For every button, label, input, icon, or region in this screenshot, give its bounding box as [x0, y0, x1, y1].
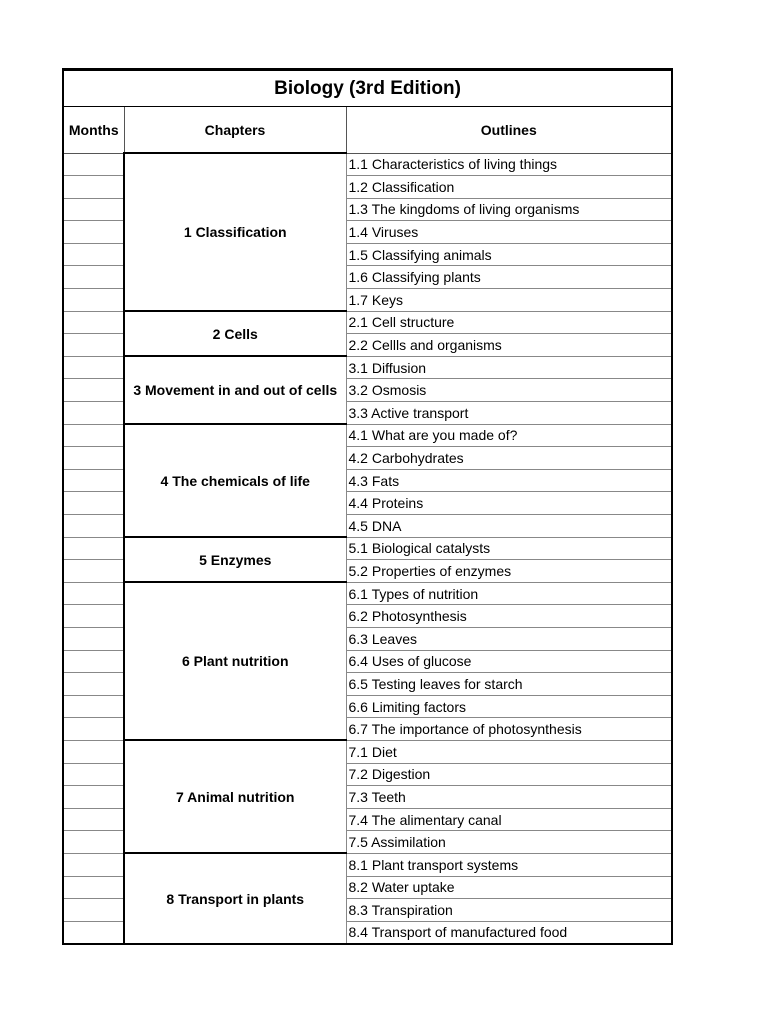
outline-cell: 4.3 Fats [346, 469, 672, 492]
month-cell[interactable] [63, 492, 124, 515]
outline-cell: 8.2 Water uptake [346, 876, 672, 899]
month-cell[interactable] [63, 605, 124, 628]
month-cell[interactable] [63, 582, 124, 605]
month-cell[interactable] [63, 876, 124, 899]
month-cell[interactable] [63, 266, 124, 289]
chapter-cell: 8 Transport in plants [124, 853, 346, 944]
month-cell[interactable] [63, 853, 124, 876]
month-cell[interactable] [63, 786, 124, 809]
outline-cell: 2.1 Cell structure [346, 311, 672, 334]
month-cell[interactable] [63, 763, 124, 786]
outline-cell: 6.3 Leaves [346, 627, 672, 650]
month-cell[interactable] [63, 153, 124, 176]
syllabus-table [62, 68, 673, 945]
table-row [63, 356, 672, 379]
chapter-cell: 6 Plant nutrition [124, 582, 346, 740]
outline-cell: 1.6 Classifying plants [346, 266, 672, 289]
chapters-header: Chapters [124, 107, 346, 154]
outline-cell: 1.4 Viruses [346, 221, 672, 244]
month-cell[interactable] [63, 402, 124, 425]
outline-cell: 4.2 Carbohydrates [346, 447, 672, 470]
outline-cell: 1.7 Keys [346, 289, 672, 312]
outline-cell: 3.2 Osmosis [346, 379, 672, 402]
month-cell[interactable] [63, 176, 124, 199]
outline-cell: 6.7 The importance of photosynthesis [346, 718, 672, 741]
outline-cell: 8.4 Transport of manufactured food [346, 921, 672, 944]
month-cell[interactable] [63, 695, 124, 718]
month-cell[interactable] [63, 537, 124, 560]
month-cell[interactable] [63, 334, 124, 357]
outline-cell: 3.3 Active transport [346, 402, 672, 425]
outline-cell: 3.1 Diffusion [346, 356, 672, 379]
month-cell[interactable] [63, 221, 124, 244]
month-cell[interactable] [63, 311, 124, 334]
month-cell[interactable] [63, 673, 124, 696]
title-row [63, 70, 672, 107]
outline-cell: 1.1 Characteristics of living things [346, 153, 672, 176]
outlines-header: Outlines [346, 107, 672, 154]
outline-cell: 4.5 DNA [346, 515, 672, 538]
header-row [63, 107, 672, 154]
month-cell[interactable] [63, 447, 124, 470]
outline-cell: 7.4 The alimentary canal [346, 808, 672, 831]
month-cell[interactable] [63, 469, 124, 492]
outline-cell: 7.2 Digestion [346, 763, 672, 786]
outline-cell: 1.2 Classification [346, 176, 672, 199]
month-cell[interactable] [63, 831, 124, 854]
page-title: Biology (3rd Edition) [63, 70, 672, 107]
outline-cell: 5.2 Properties of enzymes [346, 560, 672, 583]
syllabus-table-body [63, 70, 672, 945]
chapter-cell: 1 Classification [124, 153, 346, 311]
month-cell[interactable] [63, 808, 124, 831]
chapter-cell: 4 The chemicals of life [124, 424, 346, 537]
outline-cell: 7.5 Assimilation [346, 831, 672, 854]
outline-cell: 2.2 Cellls and organisms [346, 334, 672, 357]
chapter-cell: 2 Cells [124, 311, 346, 356]
outline-cell: 7.1 Diet [346, 740, 672, 763]
chapter-cell: 7 Animal nutrition [124, 740, 346, 853]
chapter-cell: 5 Enzymes [124, 537, 346, 582]
table-row [63, 311, 672, 334]
outline-cell: 6.2 Photosynthesis [346, 605, 672, 628]
outline-cell: 1.5 Classifying animals [346, 243, 672, 266]
outline-cell: 6.5 Testing leaves for starch [346, 673, 672, 696]
month-cell[interactable] [63, 198, 124, 221]
outline-cell: 4.1 What are you made of? [346, 424, 672, 447]
month-cell[interactable] [63, 627, 124, 650]
month-cell[interactable] [63, 899, 124, 922]
table-row [63, 424, 672, 447]
outline-cell: 5.1 Biological catalysts [346, 537, 672, 560]
month-cell[interactable] [63, 921, 124, 944]
month-cell[interactable] [63, 515, 124, 538]
month-cell[interactable] [63, 243, 124, 266]
month-cell[interactable] [63, 424, 124, 447]
month-cell[interactable] [63, 740, 124, 763]
table-row [63, 153, 672, 176]
month-cell[interactable] [63, 356, 124, 379]
table-row [63, 853, 672, 876]
table-row [63, 740, 672, 763]
outline-cell: 6.6 Limiting factors [346, 695, 672, 718]
outline-cell: 6.4 Uses of glucose [346, 650, 672, 673]
outline-cell: 1.3 The kingdoms of living organisms [346, 198, 672, 221]
outline-cell: 8.1 Plant transport systems [346, 853, 672, 876]
outline-cell: 6.1 Types of nutrition [346, 582, 672, 605]
outline-cell: 4.4 Proteins [346, 492, 672, 515]
months-header: Months [63, 107, 124, 154]
chapter-cell: 3 Movement in and out of cells [124, 356, 346, 424]
month-cell[interactable] [63, 289, 124, 312]
table-row [63, 537, 672, 560]
month-cell[interactable] [63, 650, 124, 673]
table-row [63, 582, 672, 605]
month-cell[interactable] [63, 718, 124, 741]
month-cell[interactable] [63, 379, 124, 402]
outline-cell: 7.3 Teeth [346, 786, 672, 809]
outline-cell: 8.3 Transpiration [346, 899, 672, 922]
month-cell[interactable] [63, 560, 124, 583]
